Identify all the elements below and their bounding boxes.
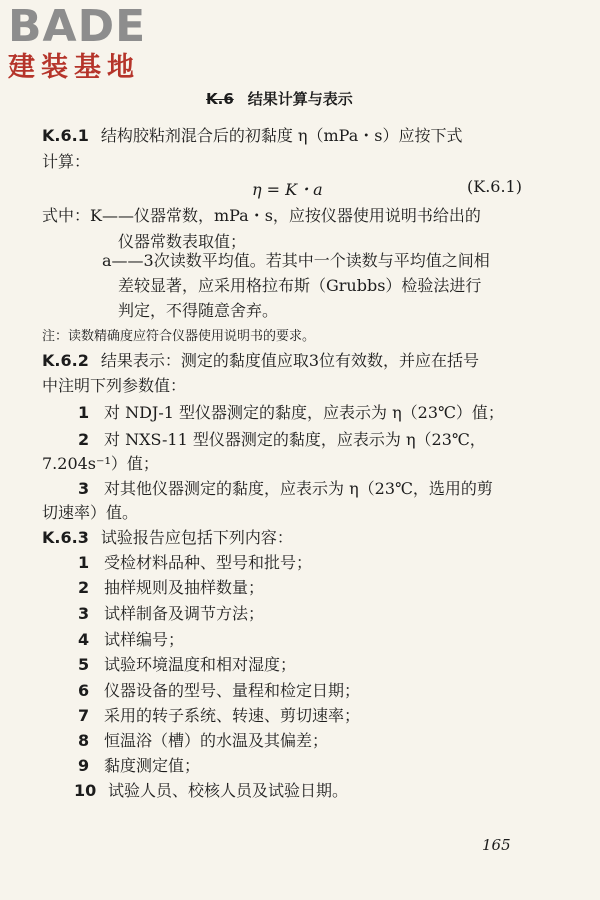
k662-text-2: 中注明下列参数值： [42,376,187,395]
item-text: 对 NDJ-1 型仪器测定的黏度，应表示为 η（23℃）值； [104,403,504,422]
list-item [74,778,348,801]
item-number: 2 [78,578,90,597]
list-item [78,678,360,701]
logo-subtitle: 建装基地 [8,52,140,83]
item-number: 3 [78,604,90,623]
list-item [78,601,264,624]
k661-text-1: 结构胶粘剂混合后的初黏度 η（mPa・s）应按下式 [100,126,463,145]
item-number: 2 [78,430,90,449]
page-number: 165 [482,836,511,854]
list-item [78,753,200,776]
k663-text-1: 试验报告应包括下列内容： [100,528,293,547]
item-text: 试验人员、校核人员及试验日期。 [108,781,349,800]
k662-item-1 [78,400,504,423]
where-line-4: 差较显著，应采用格拉布斯（Grubbs）检验法进行 [118,276,482,295]
item-text: 试样制备及调节方法； [104,604,265,623]
item-text: 恒温浴（槽）的水温及其偏差； [104,731,329,750]
item-text: 抽样规则及抽样数量； [104,578,265,597]
item-text: 受检材料品种、型号和批号； [104,553,313,572]
clause-k663: K.6.3 [42,528,89,547]
item-text: 试验环境温度和相对湿度； [104,655,297,674]
item-number: 9 [78,756,90,775]
item-number: 4 [78,630,90,649]
k662-item-2-cont: 7.204s⁻¹）值； [42,454,159,473]
list-item [78,627,184,650]
list-item [78,575,264,598]
item-text: 对其他仪器测定的黏度，应表示为 η（23℃，选用的剪 [104,479,493,498]
k662-item-3 [78,476,493,499]
list-item [78,703,360,726]
item-number: 1 [78,403,90,422]
where-line-2: 仪器常数表取值； [118,232,247,251]
section-title: 结果计算与表示 [247,90,353,108]
item-text: 对 NXS-11 型仪器测定的黏度，应表示为 η（23℃， [104,430,486,449]
clause-k661: K.6.1 [42,126,89,145]
item-text: 仪器设备的型号、量程和检定日期； [104,681,361,700]
item-number: 7 [78,706,90,725]
paragraph-k662-line1 [42,348,479,371]
section-number: K.6 [206,90,234,108]
item-number: 1 [78,553,90,572]
paragraph-k663-line1 [42,525,293,548]
item-number: 8 [78,731,90,750]
logo-wordmark: BADE [8,1,147,52]
list-item [78,652,296,675]
item-number: 10 [74,781,97,800]
list-item [78,728,328,751]
paragraph-k661-line1 [42,123,462,146]
item-number: 3 [78,479,90,498]
clause-k662: K.6.2 [42,351,89,370]
where-line-3: a——3次读数平均值。若其中一个读数与平均值之间相 [102,251,490,270]
site-logo [8,1,178,84]
item-number: 5 [78,655,90,674]
k662-item-3-cont: 切速率）值。 [42,503,139,522]
where-line-5: 判定，不得随意舍弃。 [118,301,279,320]
formula-number: (K.6.1) [467,177,522,196]
formula: η = K・a [252,180,323,199]
item-text: 采用的转子系统、转速、剪切速率； [104,706,361,725]
item-text: 黏度测定值； [104,756,201,775]
where-line-1: 式中：K——仪器常数，mPa・s，应按仪器使用说明书给出的 [42,206,481,225]
k661-text-2: 计算： [42,152,91,171]
item-text: 试样编号； [104,630,185,649]
k662-item-2 [78,427,486,450]
note: 注：读数精确度应符合仪器使用说明书的要求。 [42,329,316,344]
item-number: 6 [78,681,90,700]
list-item [78,550,312,573]
section-heading [206,88,353,109]
k662-text-1: 结果表示：测定的黏度值应取3位有效数，并应在括号 [100,351,480,370]
